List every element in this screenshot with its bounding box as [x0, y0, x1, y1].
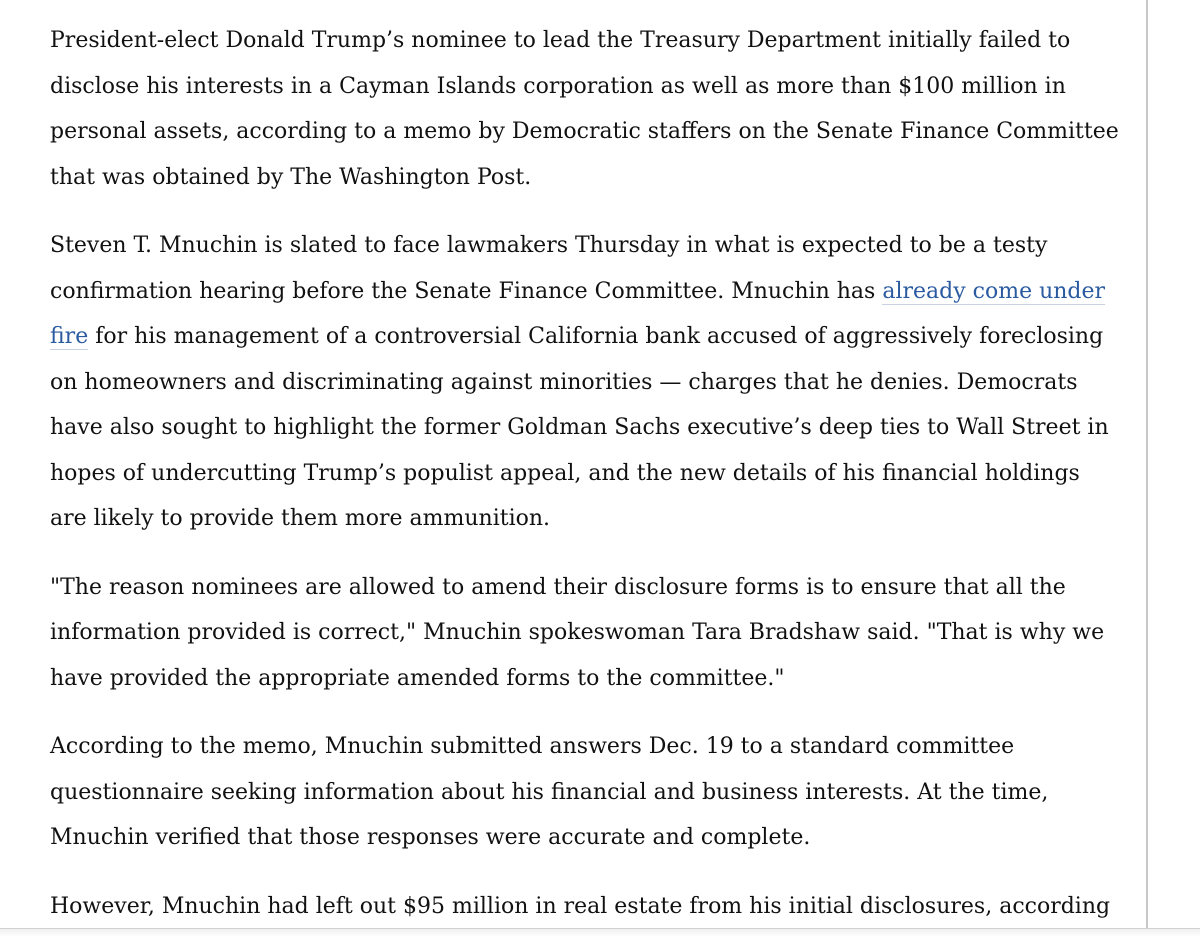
text-line: [50, 269, 1130, 315]
already-come-under-fire-link[interactable]: already come under: [882, 278, 1106, 304]
text-line: have also sought to highlight the former Goldman Sachs executive’s deep ties to Wall Street in: [50, 415, 1109, 440]
page-edge-divider: [1146, 0, 1148, 936]
text-line: questionnaire seeking information about his financial and business interests. At the time,: [50, 779, 1049, 805]
paragraph-4: [50, 724, 1130, 861]
paragraph-1: [50, 18, 1130, 200]
article-body: [50, 18, 1130, 952]
text-segment: for his management of a controversial California bank accused of aggressively foreclosing: [88, 324, 1104, 349]
text-line: on homeowners and discriminating against minorities — charges that he denies. Democrats: [50, 369, 1078, 395]
paragraph-5: [50, 884, 1130, 930]
text-line: [50, 314, 1130, 360]
text-line: Mnuchin verified that those responses were accurate and complete.: [50, 825, 811, 850]
text-line: have provided the appropriate amended forms to the committee.": [50, 665, 785, 691]
paragraph-2: [50, 223, 1130, 542]
text-line: However, Mnuchin had left out $95 million in real estate from his initial disclosures, according: [50, 893, 1111, 919]
text-line: According to the memo, Mnuchin submitted answers Dec. 19 to a standard committee: [50, 734, 1015, 759]
text-line: disclose his interests in a Cayman Islands corporation as well as more than $100 million in: [50, 73, 1066, 99]
already-come-under-fire-link-cont[interactable]: fire: [50, 324, 89, 349]
paragraph-3: [50, 565, 1130, 702]
text-line: are likely to provide them more ammunition.: [50, 506, 551, 531]
text-line: President-elect Donald Trump’s nominee to lead the Treasury Department initially failed to: [50, 28, 1071, 53]
text-line: information provided is correct," Mnuchin spokeswoman Tara Bradshaw said. "That is why we: [50, 620, 1105, 645]
text-line: "The reason nominees are allowed to amend their disclosure forms is to ensure that all the: [50, 574, 1066, 600]
text-line: personal assets, according to a memo by Democratic staffers on the Senate Finance Committee: [50, 119, 1119, 144]
text-line: hopes of undercutting Trump’s populist appeal, and the new details of his financial holdings: [50, 460, 1080, 486]
text-segment: confirmation hearing before the Senate Finance Committee. Mnuchin has: [50, 278, 883, 304]
text-line: Steven T. Mnuchin is slated to face lawmakers Thursday in what is expected to be a testy: [50, 233, 1048, 258]
text-line: that was obtained by The Washington Post.: [50, 164, 532, 190]
